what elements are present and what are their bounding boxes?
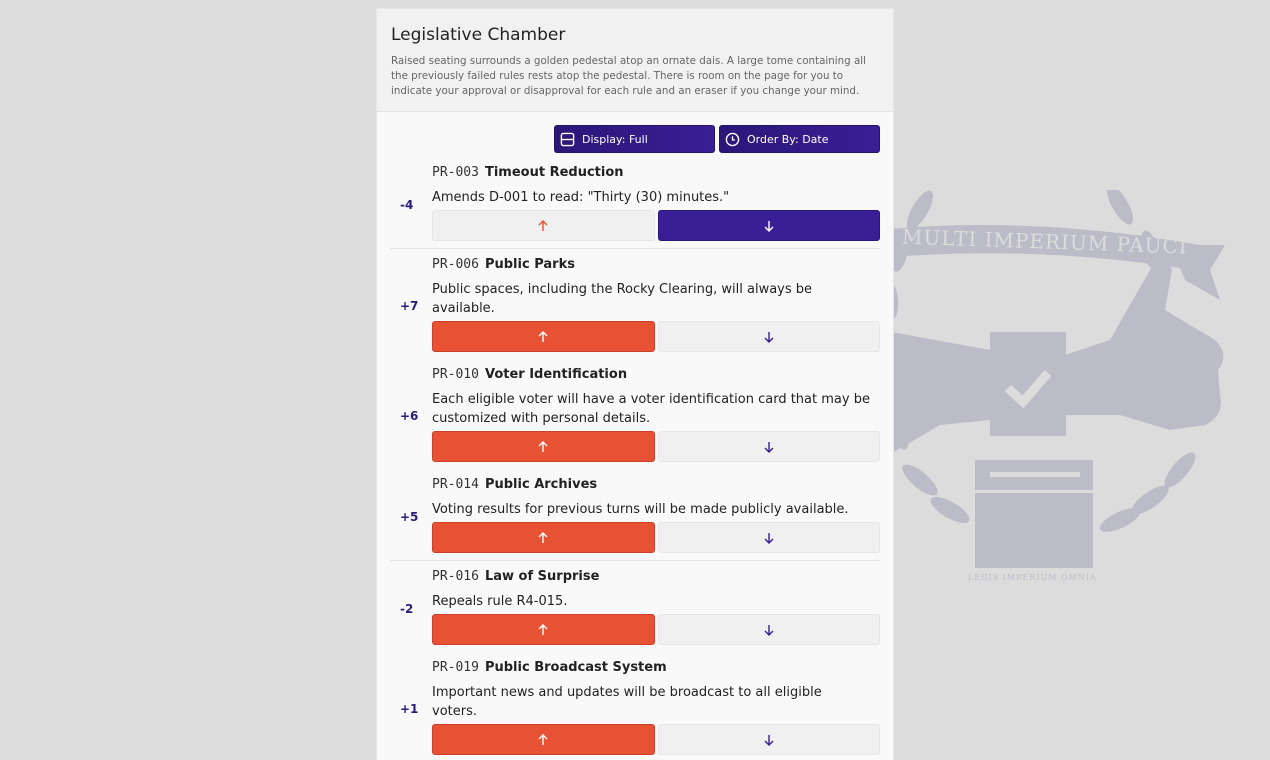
downvote-button[interactable] <box>658 614 881 645</box>
arrow-up-icon <box>536 440 550 454</box>
rule-score: +6 <box>400 409 419 423</box>
display-mode-button[interactable] <box>554 125 715 153</box>
rule-text: Voting results for previous turns will be made publicly available. <box>432 502 849 517</box>
layout-rows-icon <box>560 132 575 147</box>
rule-score: +1 <box>400 702 419 716</box>
arrow-down-icon <box>762 733 776 747</box>
rule-score: +5 <box>400 509 419 524</box>
emblem-motto-bottom: LEGIS IMPERIUM OMNIA <box>968 573 1097 582</box>
rule-item <box>390 469 880 561</box>
chamber-description: Raised seating surrounds a golden pedestal atop an ornate dais. A large tome containing all the previously failed rules rests atop the pedestal. There is room on the page for you to indicate your approval or disapproval for each rule and an eraser if you change your mind. <box>391 55 866 97</box>
rule-name: Public Archives <box>484 477 598 492</box>
arrow-up-icon <box>536 330 550 344</box>
arrow-down-icon <box>762 623 776 637</box>
rule-id: PR-010 <box>432 367 479 382</box>
downvote-button[interactable] <box>658 724 881 755</box>
rule-text: Amends D-001 to read: "Thirty (30) minutes." <box>432 190 730 205</box>
display-mode-label: Display: Full <box>582 132 648 146</box>
rule-name: Timeout Reduction <box>484 165 624 180</box>
rule-name: Public Parks <box>484 257 575 272</box>
downvote-button[interactable] <box>658 321 881 352</box>
upvote-button[interactable] <box>432 210 655 241</box>
rule-id: PR-006 <box>432 257 479 272</box>
chamber-header <box>377 9 893 112</box>
arrow-down-icon <box>762 440 776 454</box>
rule-text: Each eligible voter will have a voter identification card that may be customized with personal details. <box>432 392 870 426</box>
legislature-emblem <box>880 190 1250 590</box>
rule-name: Law of Surprise <box>484 569 600 584</box>
rule-id: PR-003 <box>432 165 479 180</box>
arrow-down-icon <box>762 219 776 233</box>
rule-item <box>390 157 880 249</box>
rule-item <box>390 359 880 469</box>
arrow-up-icon <box>536 219 550 233</box>
rule-score: -4 <box>400 197 414 212</box>
upvote-button[interactable] <box>432 321 655 352</box>
rule-score: +7 <box>400 299 419 313</box>
order-by-label: Order By: Date <box>747 132 829 146</box>
downvote-button[interactable] <box>658 522 881 553</box>
upvote-button[interactable] <box>432 431 655 462</box>
order-by-button[interactable] <box>719 125 880 153</box>
rule-name: Voter Identification <box>484 367 628 382</box>
arrow-down-icon <box>762 531 776 545</box>
rule-score: -2 <box>400 601 414 616</box>
rule-name: Public Broadcast System <box>484 660 667 675</box>
downvote-button[interactable] <box>658 210 881 241</box>
upvote-button[interactable] <box>432 614 655 645</box>
rule-id: PR-016 <box>432 569 479 584</box>
legislative-chamber-panel <box>376 8 894 760</box>
rule-text: Repeals rule R4-015. <box>432 594 568 609</box>
rule-id: PR-019 <box>432 660 479 675</box>
arrow-up-icon <box>536 623 550 637</box>
rule-item <box>390 652 880 760</box>
upvote-button[interactable] <box>432 724 655 755</box>
rule-id: PR-014 <box>432 477 479 492</box>
arrow-up-icon <box>536 531 550 545</box>
rule-item <box>390 561 880 652</box>
rule-text: Public spaces, including the Rocky Clearing, will always be available. <box>432 282 813 316</box>
arrow-up-icon <box>536 733 550 747</box>
emblem-motto-top: MULTI IMPERIUM PAUCI <box>901 224 1189 259</box>
rule-text: Important news and updates will be broadcast to all eligible voters. <box>432 685 822 719</box>
downvote-button[interactable] <box>658 431 881 462</box>
page-title: Legislative Chamber <box>391 25 566 45</box>
rule-list <box>377 157 893 760</box>
toolbar <box>377 112 893 157</box>
arrow-down-icon <box>762 330 776 344</box>
clock-icon <box>725 132 740 147</box>
rule-item <box>390 249 880 359</box>
upvote-button[interactable] <box>432 522 655 553</box>
